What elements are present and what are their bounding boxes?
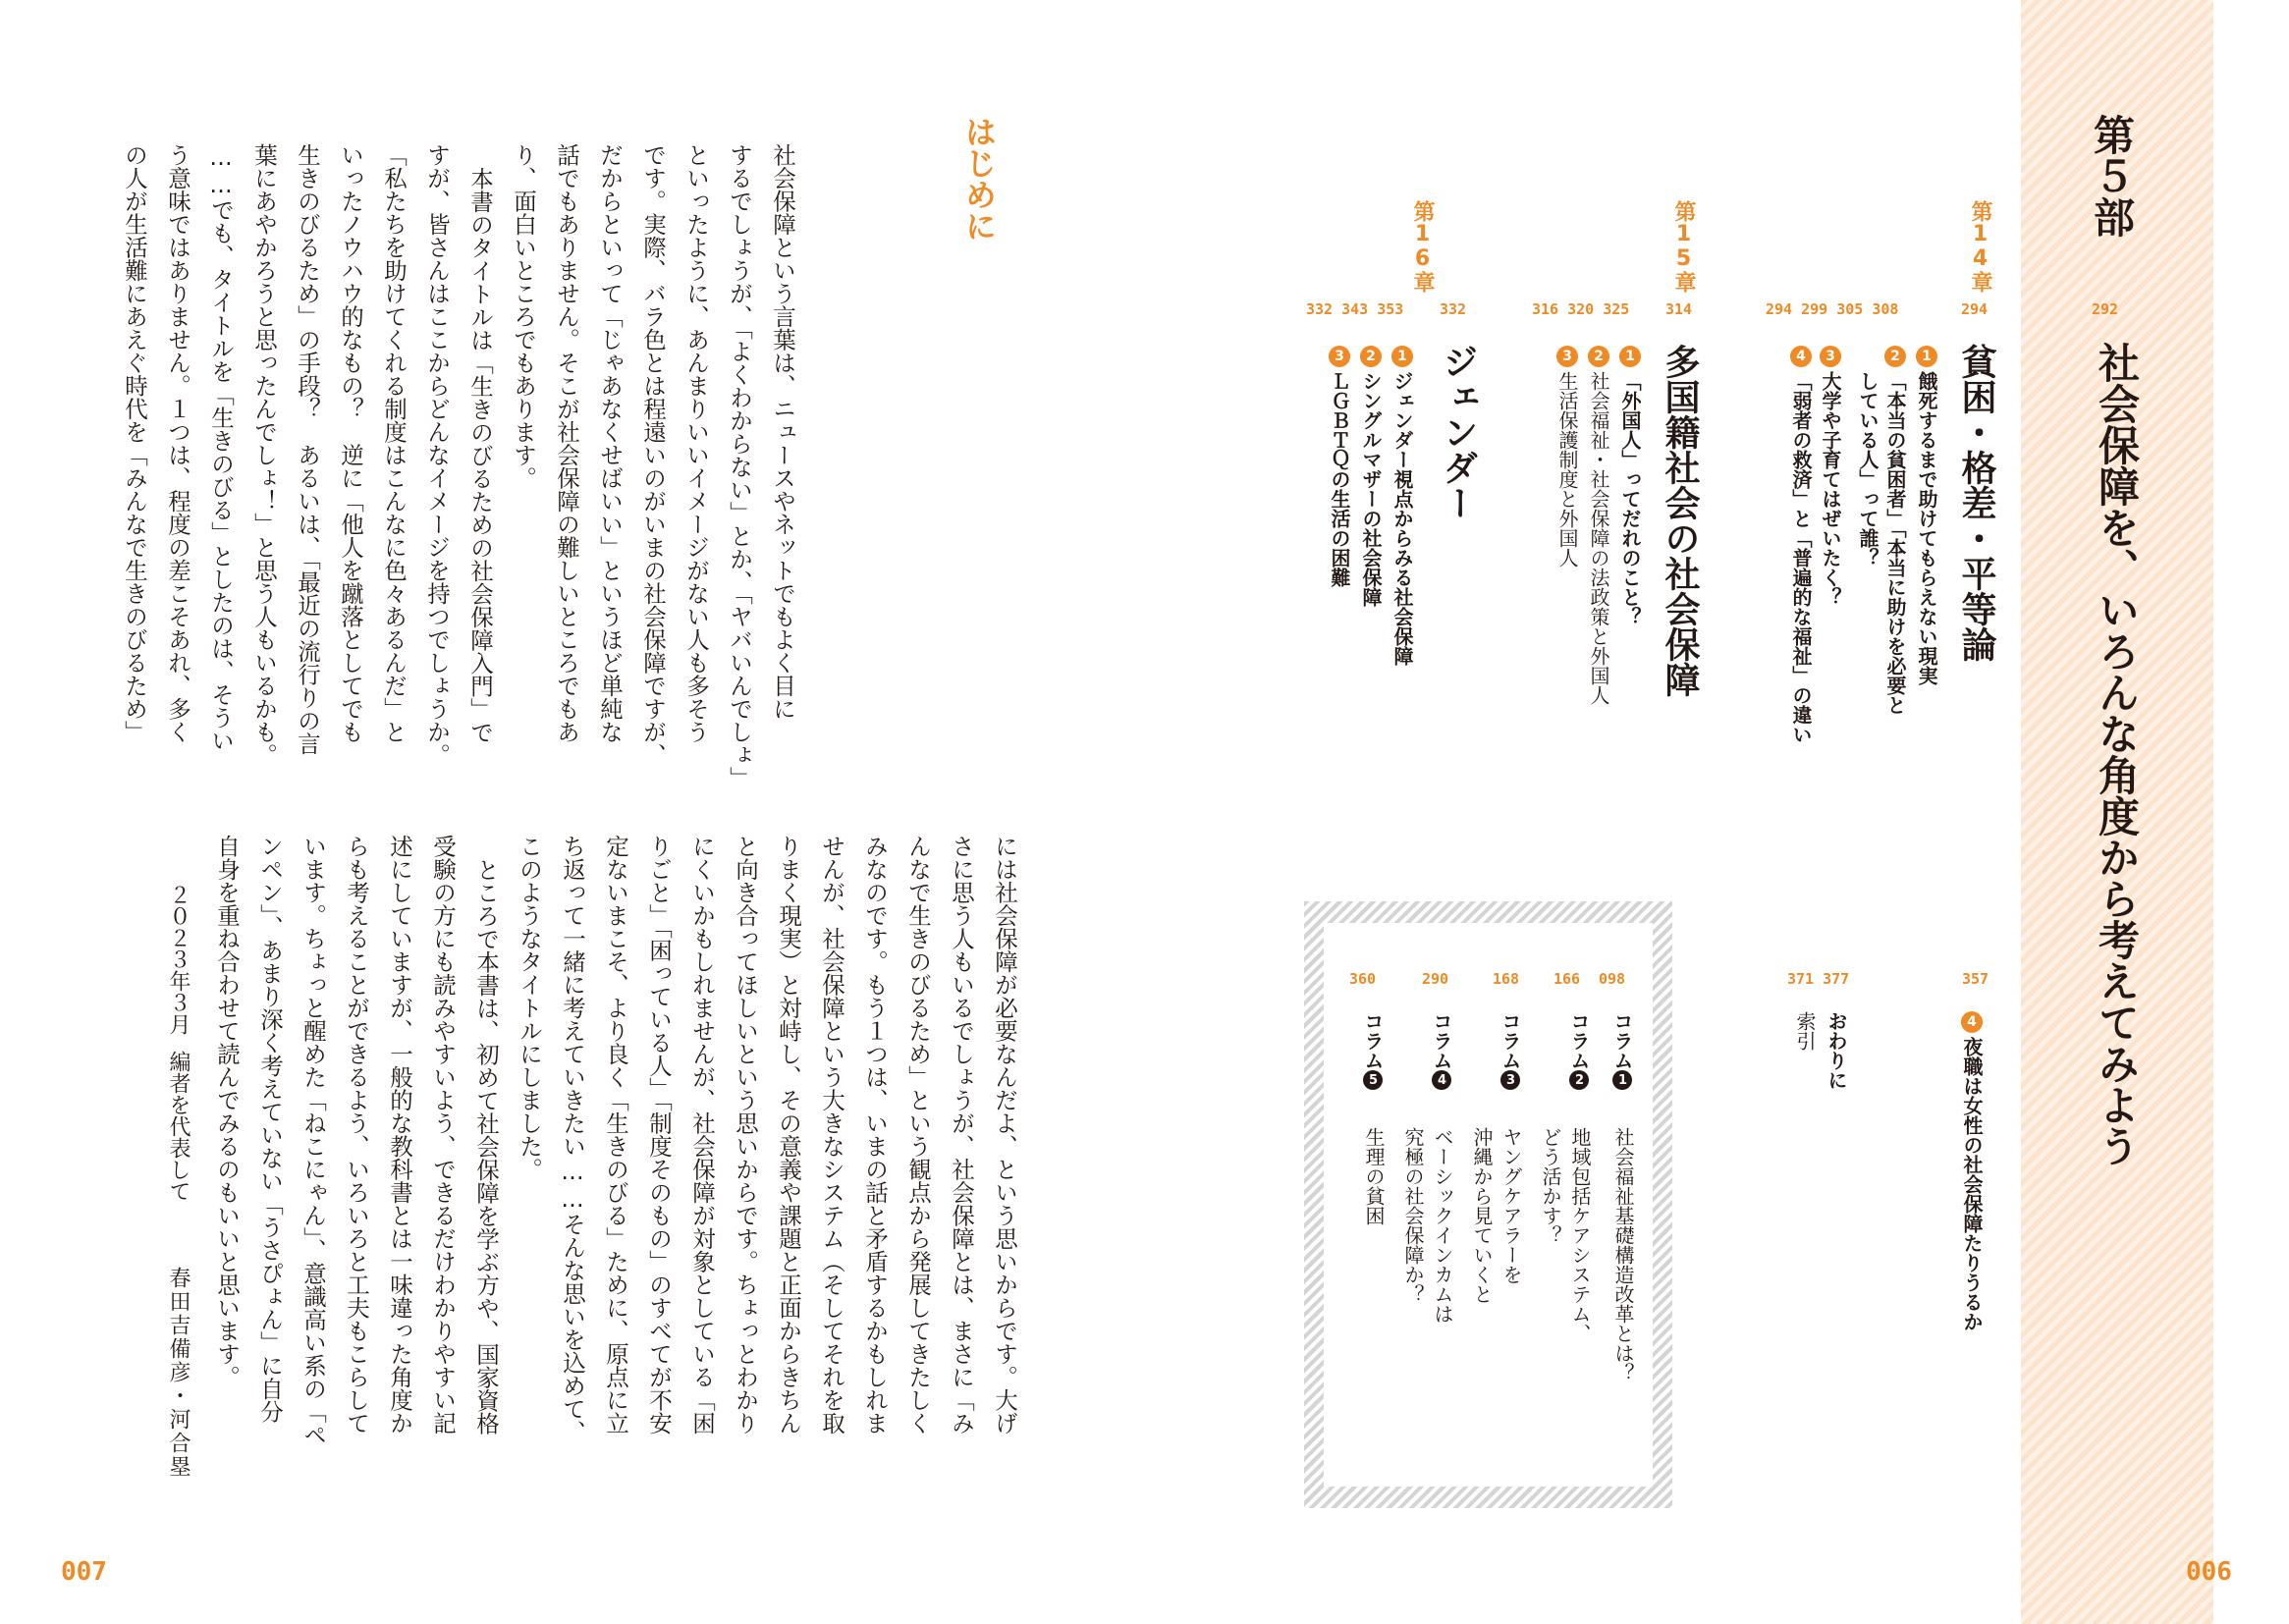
chapter-16-item-2[interactable]: 2シングルマザーの社会保障 — [1359, 346, 1383, 607]
number-badge-1: 1 — [1619, 346, 1641, 367]
intro-text-column: すが、皆さんはここからどんなイメージを持つでしょうか。 — [423, 143, 451, 767]
column-2-page: 166 — [1553, 970, 1581, 988]
number-badge-3: 3 — [1556, 346, 1578, 367]
chapter-15-item-3[interactable]: 3生活保護制度と外国人 — [1555, 346, 1579, 568]
intro-text-column: 受験の方にも読みやすいよう、できるだけわかりやすい記 — [429, 835, 457, 1435]
number-badge-1: 1 — [1391, 346, 1413, 367]
chapter-16-item-pages: 332 343 353 — [1306, 300, 1404, 318]
intro-text-column: ……でも、タイトルを「生きのびる」としたのは、そうい — [207, 143, 235, 752]
chapter-14-item-2-cont: している人」って誰？ — [1856, 371, 1880, 568]
intro-text-column: います。ちょっと醒めた「ねこにゃん」、意識高い系の「ペ — [300, 835, 327, 1446]
chapter-14-item-4[interactable]: 4「弱者の救済」と「普遍的な福祉」の違い — [1789, 346, 1813, 744]
chapter-16-item-1[interactable]: 1ジェンダー視点からみる社会保障 — [1390, 346, 1414, 666]
intro-text-column: にくいかもしれませんが、社会保障が対象としている「困 — [688, 835, 716, 1435]
number-badge-1: 1 — [1916, 346, 1937, 367]
chapter-14-item-1[interactable]: 1餓死するまで助けてもらえない現実 — [1915, 346, 1938, 685]
intro-text-column: するでしょうが、「よくわからない」とか、「ヤバいんでしょ」 — [726, 143, 753, 789]
intro-text-column: さに思う人もいるでしょうが、社会保障とは、まさに「み — [948, 835, 975, 1435]
signature-names: 春田吉備彦・河合塁 — [166, 1267, 191, 1479]
intro-text-column: せんが、社会保障という大きなシステム（そしてそれを取 — [818, 835, 845, 1435]
chapter-14-item-2[interactable]: 2「本当の貧困者」「本当に助けを必要と — [1883, 346, 1907, 715]
intro-text-column: ンペン」、あまり深く考えていない「うさぴょん」に自分 — [256, 835, 284, 1424]
column-3-title-line-2: 沖縄から見ていくと — [1470, 1127, 1494, 1304]
chapter-15-item-pages: 316 320 325 — [1532, 300, 1630, 318]
page-number-left: 007 — [61, 1557, 107, 1587]
column-3-label[interactable]: コラム3 — [1499, 1011, 1522, 1092]
number-badge-4: 4 — [1432, 1070, 1451, 1090]
column-1-title: 社会福祉基礎構造改革とは？ — [1611, 1127, 1635, 1382]
intro-text-column: 生きのびるため」の手段？ あるいは、「最近の流行りの言 — [294, 143, 321, 755]
intro-text-column: 社会保障という言葉は、ニュースやネットでもよく目に — [769, 143, 796, 721]
chapter-16-label: 第16章 — [1410, 200, 1435, 293]
chapter-15-page: 314 — [1665, 300, 1693, 318]
intro-text-column: 述にしていますが、一般的な教科書とは一味違った角度か — [386, 835, 413, 1435]
intro-text-column: 定ないまこそ、より良く「生きのびる」ために、原点に立 — [602, 835, 629, 1435]
intro-text-column: には社会保障が必要なんだよ、という思いからです。大げ — [991, 835, 1018, 1435]
number-badge-2: 2 — [1884, 346, 1906, 367]
column-5-page: 360 — [1349, 970, 1377, 988]
intro-text-column: といったように、あんまりいいイメージがない人も多そう — [682, 143, 710, 743]
number-badge-2: 2 — [1588, 346, 1609, 367]
chapter-15-item-2[interactable]: 2社会福祉・社会保障の法政策と外国人 — [1587, 346, 1610, 705]
chapter-14-title: 貧困・格差・平等論 — [1956, 344, 1996, 662]
column-4-title-line-2: 究極の社会保障か？ — [1401, 1127, 1425, 1304]
intro-text-column: ところで本書は、初めて社会保障を学ぶ方や、国家資格 — [472, 858, 500, 1435]
column-4-title-line-1: ベーシックインカムは — [1431, 1127, 1454, 1324]
number-badge-3: 3 — [1500, 1070, 1520, 1090]
chapter-15-label: 第15章 — [1671, 200, 1696, 293]
intro-text-column: 葉にあやかろうと思ったんでしょ！」と思う人もいるかも。 — [250, 143, 278, 767]
column-4-label[interactable]: コラム4 — [1430, 1011, 1453, 1092]
intro-heading: はじめに — [960, 116, 998, 242]
end-item-index[interactable]: 索引 — [1793, 1011, 1817, 1051]
chapter-16-page: 332 — [1440, 300, 1467, 318]
intro-date: ２０２３年３月 — [166, 884, 191, 1035]
part-title: 社会保障を、いろんな角度から考えてみよう — [2093, 342, 2141, 1166]
intro-text-column: 「私たちを助けてくれる制度はこんなに色々あるんだ」と — [380, 143, 408, 743]
end-items-pages: 371 377 — [1787, 970, 1850, 988]
intro-text-column: です。実際、バラ色とは程遠いのがいまの社会保障ですが、 — [639, 143, 667, 767]
intro-text-column: う意味ではありません。１つは、程度の差こそあれ、多く — [164, 143, 191, 743]
column-2-title-line-2: どう活かす？ — [1539, 1127, 1562, 1245]
chapter-16-title: ジェンダー — [1438, 344, 1478, 520]
intro-text-column: いったノウハウ的なもの？ 逆に「他人を蹴落としてでも — [337, 143, 364, 743]
column-5-label[interactable]: コラム5 — [1361, 1011, 1385, 1092]
intro-text-column: りまく現実）と対峙し、その意義や課題と正面からきちん — [775, 835, 802, 1435]
part-label: 第５部 — [2088, 114, 2136, 238]
column-3-title-line-1: ヤングケアラーを — [1499, 1127, 1523, 1284]
intro-text-column: 話でもありません。そこが社会保障の難しいところでもあ — [553, 143, 580, 743]
number-badge-1: 1 — [1612, 1070, 1632, 1090]
column-3-page: 168 — [1493, 970, 1520, 988]
chapter-15-item-1[interactable]: 1「外国人」ってだれのこと？ — [1618, 346, 1642, 626]
column-1-page: 098 — [1599, 970, 1626, 988]
signature-role: 編者を代表して — [166, 1051, 191, 1202]
chapter-14-page: 294 — [1961, 300, 1989, 318]
intro-text-column: んなで生きのびるため」という観点から発展してきたしく — [904, 835, 932, 1435]
intro-text-column: 本書のタイトルは「生きのびるための社会保障入門」で — [466, 167, 494, 744]
intro-text-column: り、面白いところでもあります。 — [510, 143, 537, 490]
column-5-title: 生理の貧困 — [1362, 1127, 1386, 1225]
page-number-right: 006 — [2186, 1557, 2232, 1587]
chapter-14-label: 第14章 — [1968, 200, 1992, 293]
intro-text-column: りごと」「困っている人」「制度そのもの」のすべてが不安 — [645, 835, 673, 1435]
number-badge-3: 3 — [1820, 346, 1841, 367]
intro-text-column: だからといって「じゃあなくせばいい」というほど単純な — [596, 143, 624, 743]
chapter-16-item-3[interactable]: 3ＬＧＢＴＱの生活の困難 — [1328, 346, 1351, 587]
column-4-page: 290 — [1422, 970, 1449, 988]
column-1-label[interactable]: コラム1 — [1610, 1011, 1634, 1092]
intro-text-column: の人が生活難にあえぐ時代を「みんなで生きのびるため」 — [121, 143, 148, 743]
chapter-16-item-4[interactable]: 4夜職は女性の社会保障たりうるか — [1960, 1011, 1984, 1331]
end-item-owarini[interactable]: おわりに — [1825, 1011, 1848, 1090]
number-badge-2: 2 — [1569, 1070, 1589, 1090]
intro-text-column: と向き合ってほしいという思いからです。ちょっとわかり — [732, 835, 759, 1435]
intro-text-column: 自身を重ね合わせて読んでみるのもいいと思います。 — [213, 835, 241, 1388]
intro-text-column: ち返って一緒に考えていきたい……そんな思いを込めて、 — [559, 835, 586, 1443]
late-item-page: 357 — [1962, 970, 1989, 988]
column-2-title-line-1: 地域包括ケアシステム、 — [1568, 1127, 1592, 1343]
number-badge-3: 3 — [1329, 346, 1350, 367]
intro-text-column: らも考えることができるよう、いろいろと工夫もこらして — [343, 835, 370, 1435]
intro-text-column: みなのです。もう１つは、いまの話と矛盾するかもしれま — [861, 835, 889, 1435]
part-page: 292 — [2092, 300, 2119, 318]
number-badge-4: 4 — [1790, 346, 1812, 367]
column-2-label[interactable]: コラム2 — [1567, 1011, 1591, 1092]
number-badge-4: 4 — [1961, 1011, 1983, 1033]
chapter-15-title: 多国籍社会の社会保障 — [1660, 344, 1700, 697]
chapter-14-item-pages: 294 299 305 308 — [1766, 300, 1899, 318]
intro-text-column: このようなタイトルにしました。 — [516, 835, 543, 1181]
number-badge-5: 5 — [1363, 1070, 1383, 1090]
chapter-14-item-3[interactable]: 3大学や子育てはぜいたく？ — [1819, 346, 1842, 607]
number-badge-2: 2 — [1360, 346, 1382, 367]
